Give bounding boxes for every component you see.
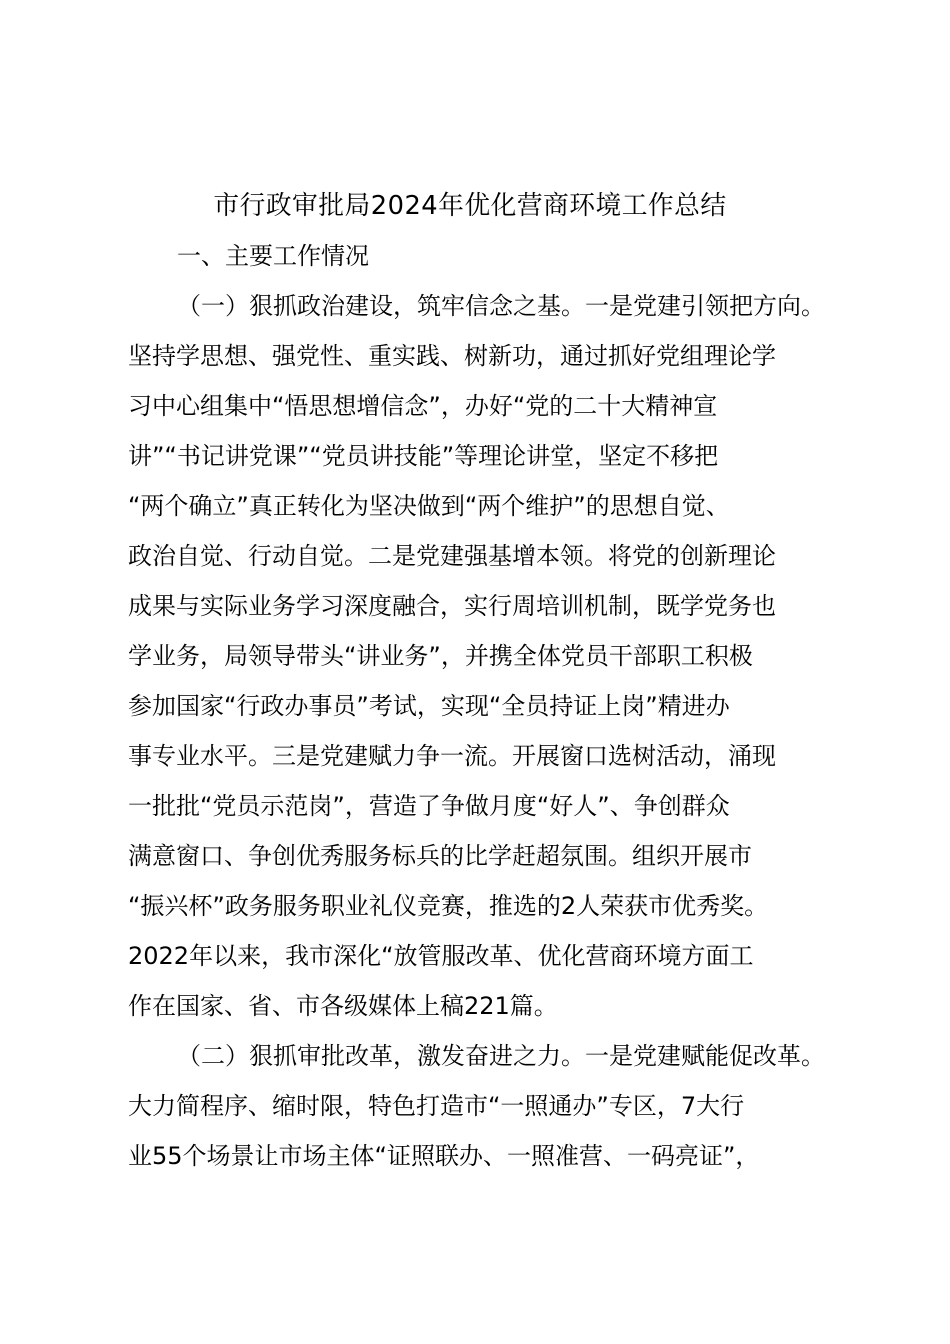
paragraph-line: 成果与实际业务学习深度融合，实行周培训机制，既学党务也: [128, 592, 776, 620]
paragraph-line: 满意窗口、争创优秀服务标兵的比学赶超氛围。组织开展市: [128, 842, 752, 870]
paragraph-line: 政治自觉、行动自觉。二是党建强基增本领。将党的创新理论: [128, 542, 776, 570]
paragraph-line: 参加国家“行政办事员”考试，实现“全员持证上岗”精进办: [128, 692, 730, 720]
paragraph-line: 业55个场景让市场主体“证照联办、一照准营、一码亮证”，: [128, 1142, 760, 1170]
paragraph-line: 一批批“党员示范岗”，营造了争做月度“好人”、争创群众: [128, 792, 730, 820]
paragraph-line: 作在国家、省、市各级媒体上稿221篇。: [128, 992, 558, 1020]
paragraph-line: 讲”“书记讲党课”“党员讲技能”等理论讲堂，坚定不移把: [128, 442, 719, 470]
paragraph-line: 2022年以来，我市深化“放管服改革、优化营商环境方面工: [128, 942, 754, 970]
section-heading: 一、主要工作情况: [177, 242, 369, 270]
paragraph-line: 大力简程序、缩时限，特色打造市“一照通办”专区，7大行: [128, 1092, 745, 1120]
paragraph-line: 学业务，局领导带头“讲业务”，并携全体党员干部职工积极: [128, 642, 753, 670]
paragraph-line: 习中心组集中“悟思想增信念”，办好“党的二十大精神宣: [128, 392, 718, 420]
paragraph-line: （一）狠抓政治建设，筑牢信念之基。一是党建引领把方向。: [177, 292, 825, 320]
paragraph-line: “振兴杯”政务服务职业礼仪竞赛，推选的2人荣获市优秀奖。: [128, 892, 769, 920]
paragraph-line: “两个确立”真正转化为坚决做到“两个维护”的思想自觉、: [128, 492, 730, 520]
paragraph-line: 坚持学思想、强党性、重实践、树新功，通过抓好党组理论学: [128, 342, 776, 370]
paragraph-line: 事专业水平。三是党建赋力争一流。开展窗口选树活动，涌现: [128, 742, 776, 770]
document-title: 市行政审批局2024年优化营商环境工作总结: [213, 191, 727, 221]
paragraph-line: （二）狠抓审批改革，激发奋进之力。一是党建赋能促改革。: [177, 1042, 825, 1070]
